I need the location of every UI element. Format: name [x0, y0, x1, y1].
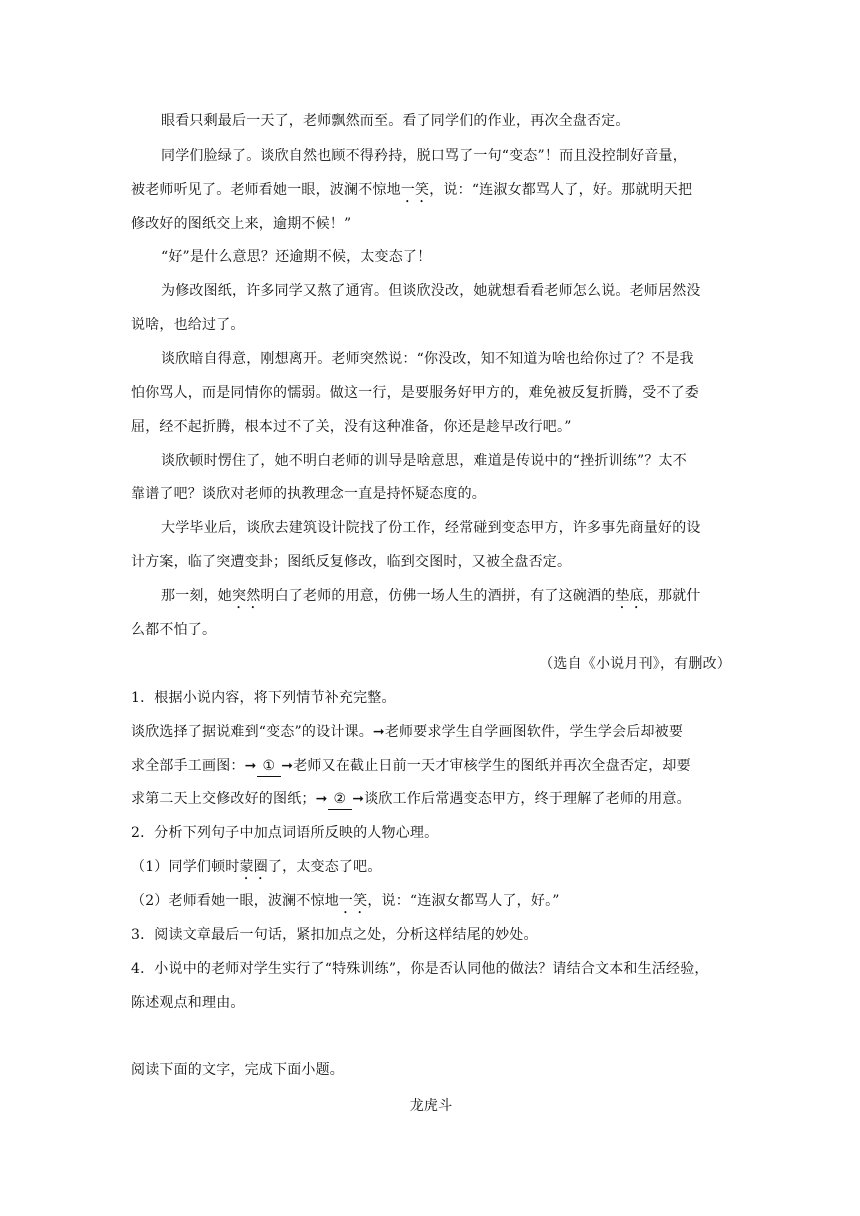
next-section-instruction — [131, 1055, 731, 1085]
story-paragraph-6-line-2 — [131, 479, 731, 509]
text-line: 谈欣暗自得意，刚想离开。老师突然说：“你没改，知不知道为啥也给你过了？不是我 — [161, 351, 694, 367]
text-line: 阅读下面的文字，完成下面小题。 — [131, 1062, 344, 1078]
story-paragraph-5-line-3 — [131, 412, 731, 442]
answer-blank-1[interactable]: ① — [257, 756, 282, 777]
text-line: ➞谈欣工作后常遇变态甲方，终于理解了老师的用意。 — [352, 791, 691, 807]
story-paragraph-4-line-1 — [131, 276, 761, 306]
story-paragraph-7-line-1 — [131, 513, 761, 543]
text-line: 那一刻，她 — [161, 588, 232, 604]
text-line: 陈述观点和理由。 — [131, 995, 245, 1011]
text-line: 谈欣选择了据说难到“变态”的设计课。➞老师要求学生自学画图软件，学生学会后却被要 — [131, 724, 684, 740]
text-line: 修改好的图纸交上来，逾期不候！” — [131, 216, 352, 232]
dotted-word: 一笑 — [338, 893, 368, 909]
text-line: 靠谱了吧？谈欣对老师的执教理念一直是持怀疑态度的。 — [131, 486, 486, 502]
text-line: 谈欣顿时愣住了，她不明白老师的训导是啥意思，难道是传说中的“挫折训练”？太不 — [161, 453, 687, 469]
text-line: ➞老师又在截止日前一天才审核学生的图纸并再次全盘否定，却要 — [281, 758, 691, 774]
question-2-item-1 — [131, 852, 731, 883]
question-2 — [131, 818, 731, 848]
text-line: 被老师听见了。老师看她一眼，波澜不惊地 — [131, 182, 401, 198]
text-line: 计方案，临了突遭变卦；图纸反复修改，临到交图时，又被全盘否定。 — [131, 554, 572, 570]
dotted-word: 蒙圈 — [239, 859, 268, 875]
text-line: 怕你骂人，而是同情你的懦弱。做这一行，是要服务好甲方的，难免被反复折腾，受不了委 — [131, 385, 699, 401]
story-paragraph-5-line-1 — [131, 344, 761, 374]
text-line: （2）老师看她一眼，波澜不惊地 — [131, 893, 339, 909]
story-paragraph-1 — [131, 106, 761, 136]
source-citation — [131, 649, 731, 679]
story-paragraph-4-line-2 — [131, 310, 731, 340]
text-line: 3．阅读文章最后一句话，紧扣加点之处，分析这样结尾的妙处。 — [131, 927, 538, 943]
dotted-word: 一笑 — [400, 182, 430, 198]
story-paragraph-6-line-1 — [131, 446, 761, 476]
question-1 — [131, 683, 731, 713]
dotted-word: 突然 — [232, 588, 261, 604]
text-line: 了，太变态了吧。 — [267, 859, 382, 875]
story-paragraph-5-line-2 — [131, 378, 731, 408]
story-paragraph-8-line-1 — [131, 581, 761, 612]
text-line: 求第二天上交修改好的图纸；➞ — [131, 791, 328, 807]
text-line: 大学毕业后，谈欣去建筑设计院找了份工作，经常碰到变态甲方，许多事先商量好的设 — [161, 520, 701, 536]
question-1-line-3 — [131, 784, 731, 814]
story-paragraph-3 — [131, 242, 761, 272]
text-line: 为修改图纸，许多同学又熬了通宵。但谈欣没改，她就想看看老师怎么说。老师居然没 — [161, 283, 701, 299]
text-line: （选自《小说月刊》，有删改） — [539, 656, 731, 672]
text-line: ，那就什 — [643, 588, 701, 604]
text-line: 明白了老师的用意，仿佛一场人生的酒拼，有了这碗酒的 — [260, 588, 616, 604]
text-line: ，说：“连淑女都骂人了，好。” — [367, 893, 560, 909]
story-paragraph-2-line-3 — [131, 209, 731, 239]
question-1-line-1 — [131, 717, 731, 747]
text-line: 1．根据小说内容，将下列情节补充完整。 — [131, 690, 396, 706]
text-line: 同学们脸绿了。谈欣自然也顾不得矜持，脱口骂了一句“变态”！而且没控制好音量， — [161, 148, 687, 164]
story-paragraph-8-line-2 — [131, 615, 731, 645]
text-line: ，说：“连淑女都骂人了，好。那就明天把 — [429, 182, 693, 198]
text-line: 眼看只剩最后一天了，老师飘然而至。看了同学们的作业，再次全盘否定。 — [161, 113, 630, 129]
question-2-item-2 — [131, 886, 731, 917]
question-4-line-2 — [131, 988, 731, 1018]
question-1-line-2 — [131, 751, 731, 781]
text-line: 龙虎斗 — [409, 1098, 453, 1114]
answer-blank-2[interactable]: ② — [328, 789, 353, 810]
dotted-word: 垫底 — [615, 588, 644, 604]
question-4-line-1 — [131, 954, 731, 984]
story-paragraph-2-line-2 — [131, 175, 731, 206]
story-paragraph-2-line-1 — [131, 141, 761, 171]
text-line: 4．小说中的老师对学生实行了“特殊训练”，你是否认同他的做法？请结合文本和生活经验， — [131, 961, 709, 977]
text-line: （1）同学们顿时 — [131, 859, 240, 875]
text-line: “好”是什么意思？还逾期不候，太变态了！ — [161, 249, 432, 265]
story-paragraph-7-line-2 — [131, 547, 731, 577]
question-3 — [131, 920, 731, 950]
text-line: 么都不怕了。 — [131, 622, 217, 638]
text-line: 2．分析下列句子中加点词语所反映的人物心理。 — [131, 825, 439, 841]
text-line: 屈，经不起折腾，根本过不了关，没有这种准备，你还是趁早改行吧。” — [131, 419, 572, 435]
text-line: 说啥，也给过了。 — [131, 317, 245, 333]
next-section-title — [131, 1091, 731, 1121]
text-line: 求全部手工画图：➞ — [131, 758, 257, 774]
